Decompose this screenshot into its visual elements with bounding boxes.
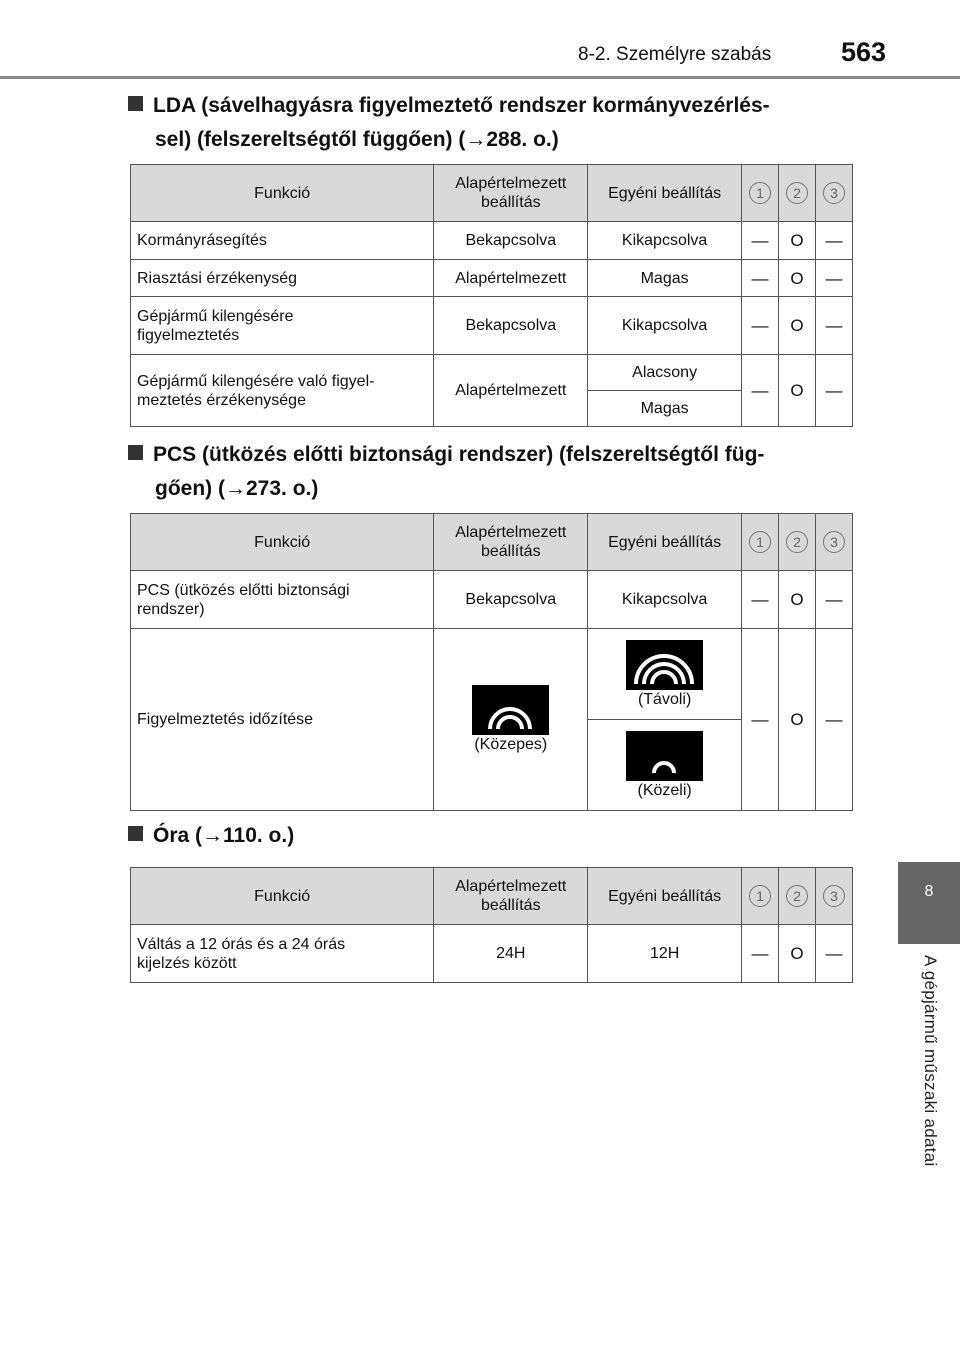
warning-timing-far-icon: [626, 640, 703, 690]
circle-2-icon: 2: [786, 182, 808, 204]
bullet-square-icon: [128, 826, 143, 841]
circle-1-icon: 1: [749, 885, 771, 907]
table-lda: [130, 164, 853, 427]
table-header-row: [131, 165, 853, 222]
header-alapertelmezett: Alapértelmezett beállítás: [434, 165, 588, 222]
header-egyeni: Egyéni beállítás: [588, 868, 742, 925]
table-row: Riasztási érzékenység Alapértelmezett Magas — O —: [131, 260, 853, 297]
table-row: Kormányrásegítés Bekapcsolva Kikapcsolva — O —: [131, 222, 853, 260]
header-funkcio: Funkció: [131, 868, 434, 925]
circle-1-icon: 1: [749, 182, 771, 204]
bullet-square-icon: [128, 96, 143, 111]
circle-3-icon: 3: [823, 885, 845, 907]
header-rule: [0, 76, 960, 79]
table-row: Gépjármű kilengésére figyelmeztetés Bekapcsolva Kikapcsolva — O —: [131, 297, 853, 355]
header-egyeni: Egyéni beállítás: [588, 514, 742, 571]
section-heading-lda: LDA (sávelhagyásra figyelmeztető rendszer kormányvezérlés- sel) (felszereltségtől függően) (→288. o.): [128, 89, 853, 157]
header-col-2: [778, 165, 815, 222]
section-heading-ora: Óra (→110. o.): [128, 819, 853, 853]
header-col-2: [778, 868, 815, 925]
circle-2-icon: 2: [786, 885, 808, 907]
header-col-3: [815, 514, 852, 571]
warning-timing-medium-icon: [472, 685, 549, 735]
table-header-row: [131, 868, 853, 925]
header-col-2: [779, 514, 816, 571]
page-number: 563: [840, 37, 886, 67]
table-row: Figyelmeztetés időzítése (Közepes) (Távoli) — O —: [131, 629, 853, 720]
bullet-square-icon: [128, 445, 143, 460]
header-col-1: [742, 868, 779, 925]
header-alapertelmezett: Alapértelmezett beállítás: [434, 514, 588, 571]
table-row: Gépjármű kilengésére való figyel- meztetés érzékenysége Alapértelmezett Alacsony — O —: [131, 355, 853, 391]
table-header-row: [131, 514, 853, 571]
circle-1-icon: 1: [749, 531, 771, 553]
chapter-title: A gépjármű műszaki adatai: [921, 955, 940, 1167]
circle-3-icon: 3: [823, 182, 845, 204]
warning-timing-near-icon: [626, 731, 703, 781]
header-egyeni: Egyéni beállítás: [588, 165, 742, 222]
table-ora: [130, 867, 853, 983]
header-alapertelmezett: Alapértelmezett beállítás: [434, 868, 588, 925]
table-row: Váltás a 12 órás és a 24 órás kijelzés között 24H 12H — O —: [131, 925, 853, 983]
table-row: (Közeli): [131, 720, 853, 811]
chapter-tab: 8: [898, 862, 960, 944]
header-col-3: [815, 165, 852, 222]
header-col-1: [742, 165, 779, 222]
section-title: 8-2. Személyre szabás: [578, 44, 772, 65]
table-pcs: [130, 513, 853, 811]
table-row: PCS (ütközés előtti biztonsági rendszer) Bekapcsolva Kikapcsolva — O —: [131, 571, 853, 629]
section-heading-pcs: PCS (ütközés előtti biztonsági rendszer) (felszereltségtől füg- gően) (→273. o.): [128, 438, 853, 506]
circle-2-icon: 2: [786, 531, 808, 553]
header-funkcio: Funkció: [131, 165, 434, 222]
header-funkcio: Funkció: [131, 514, 434, 571]
table-row: Magas: [131, 391, 853, 427]
header-col-3: [815, 868, 852, 925]
circle-3-icon: 3: [823, 531, 845, 553]
header-col-1: [742, 514, 779, 571]
